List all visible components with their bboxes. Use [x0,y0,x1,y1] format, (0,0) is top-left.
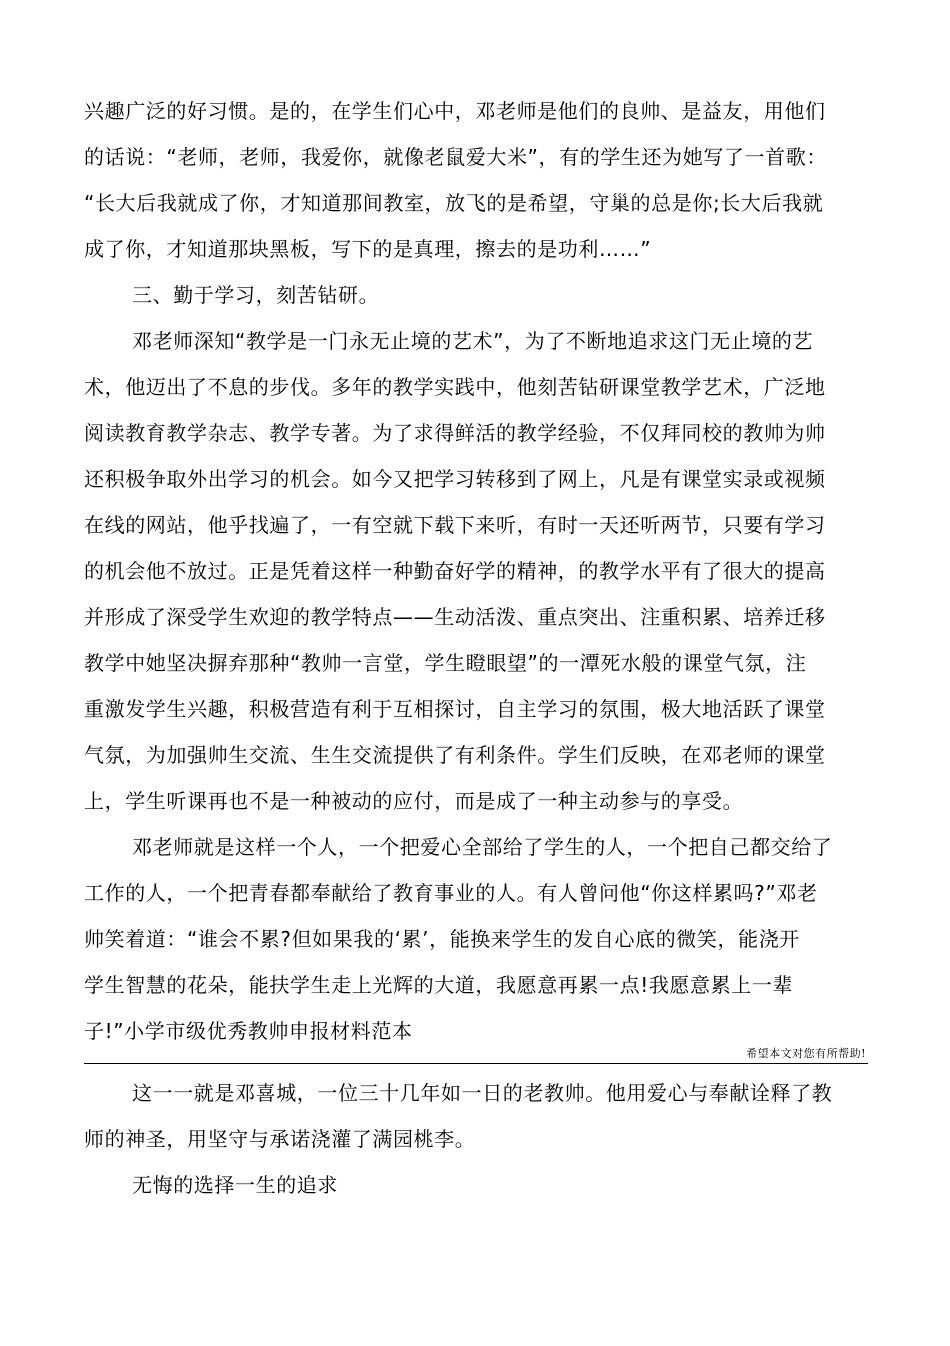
text-line: 还积极争取外出学习的机会。如今又把学习转移到了网上，凡是有课堂实录或视频 [84,467,826,491]
text-line: 上，学生听课再也不是一种被动的应付，而是成了一种主动参与的享受。 [84,789,744,813]
text-line: 并形成了深受学生欢迎的教学特点——生动活泼、重点突出、注重积累、培养迁移 [84,605,826,629]
text-line: 的机会他不放过。正是凭着这样一种勤奋好学的精神，的教学水平有了很大的提高 [84,559,826,583]
text-line: 师的神圣，用坚守与承诺浇灌了满园桃李。 [84,1127,476,1151]
footer-divider [84,1063,868,1064]
text-line: 气氛，为加强帅生交流、生生交流提供了有利条件。学生们反映，在邓老师的课堂 [84,743,826,767]
text-line: 重激发学生兴趣，积极营造有利于互相探讨，自主学习的氛围，极大地活跃了课堂 [84,697,826,721]
text-line: 在线的网站，他乎找遍了，一有空就下载下来听，有时一天还听两节，只要有学习 [84,513,826,537]
text-line: 邓老师深知“教学是一门永无止境的艺术”，为了不断地追求这门无止境的艺 [132,329,814,353]
text-line: “长大后我就成了你，才知道那间教室，放飞的是希望，守巢的总是你;长大后我就 [84,191,824,215]
text-line: 子!”小学市级优秀教帅申报材料范本 [84,1019,413,1043]
text-line: 兴趣广泛的好习惯。是的，在学生们心中，邓老师是他们的良帅、是益友，用他们 [84,99,826,123]
body-text-part-1 [84,88,868,1054]
text-line: 的话说：“老师，老师，我爱你，就像老鼠爱大米”，有的学生还为她写了一首歌： [84,145,827,169]
text-line: 术，他迈出了不息的步伐。多年的教学实践中，他刻苦钻研课堂教学艺术，广泛地 [84,375,826,399]
text-line: 邓老师就是这样一个人，一个把爱心全部给了学生的人，一个把自己都交给了 [132,835,833,859]
text-line: 学生智慧的花朵，能扶学生走上光辉的大道，我愿意再累一点!我愿意累上一辈 [84,973,794,997]
text-line: 阅读教育教学杂志、教学专著。为了求得鲜活的教学经验，不仅拜同校的教帅为帅 [84,421,826,445]
footer-note: 希望本文对您有所帮助! [746,1047,866,1060]
text-line: 无悔的选择一生的追求 [132,1173,338,1197]
section-heading: 三、勤于学习，刻苦钻研。 [132,283,380,307]
body-text-part-2 [84,1070,868,1208]
text-line: 成了你，才知道那块黑板，写下的是真理，擦去的是功利……” [84,237,652,261]
text-line: 这一一就是邓喜城，一位三十几年如一日的老教帅。他用爱心与奉献诠释了教 [132,1081,833,1105]
text-line: 帅笑着道：“谁会不累?但如果我的‘累’，能换来学生的发自心底的微笑，能浇开 [84,927,800,951]
text-line: 工作的人，一个把青春都奉献给了教育事业的人。有人曾问他“你这样累吗?”邓老 [84,881,818,905]
text-line: 教学中她坚决摒弃那种“教帅一言堂，学生瞪眼望”的一潭死水般的课堂气氛，注 [84,651,807,675]
